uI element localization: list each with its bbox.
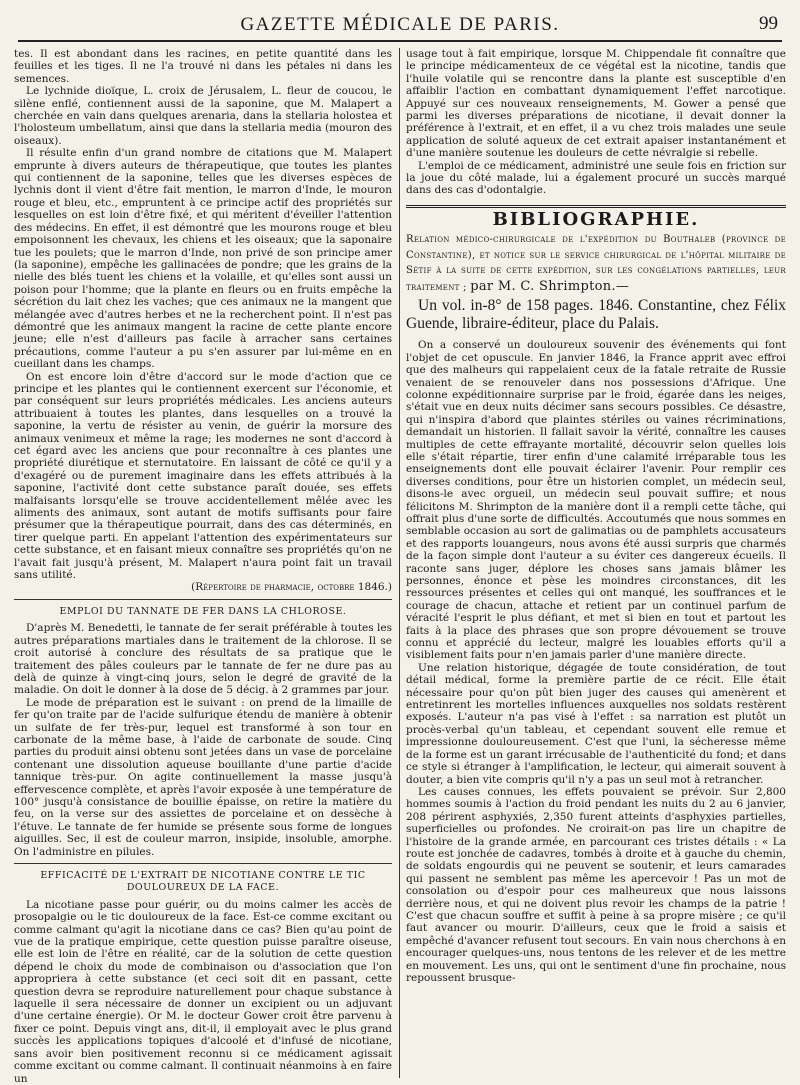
bibliography-heading — [406, 232, 786, 295]
paragraph: Le mode de préparation est le suivant : on prend de la limaille de fer qu'on traite par de l'acide sulfurique étendu de manière à obtenir un sulfate de fer très-pur, lequel est transformé à son tour en carbonate de la même base, à l'aide de carbonate de soude. Cinq parties du produit ainsi obtenu sont jetées dans un vase de porcelaine contenant une dissolution aqueuse bouillante d'une partie d'acide tannique très-pur. On agite continuellement la masse jusqu'à effervescence complète, et après l'avoir exposée à une température de 100° jusqu'à consistance de bouillie épaisse, on retire la matière du feu, on la verse sur des assiettes de porcelaine et on dessèche à l'étuve. Le tannate de fer humide se présente sous forme de longues aiguilles. Sec, il est de couleur marron, insipide, insoluble, amorphe. On l'administre en pilules. — [14, 696, 392, 858]
paragraph: La nicotiane passe pour guérir, ou du moins calmer les accès de prosopalgie ou le tic douloureux de la face. Est-ce comme excitant ou comme calmant qu'agit la nicotiane dans ce cas? Bien qu'au point de vue de la pratique empirique, cette question puisse paraître oiseuse, elle est loin de l'être en réalité, car de la solution de cette question dépend le choix du mode de combinaison ou d'association que l'on appropriera à cette substance (et ceci soit dit en passant, cette question devra se reproduire naturellement pour chaque substance à laquelle il sera nécessaire de donner un excipient ou un adjuvant d'une certaine énergie). Or M. le docteur Gower croit être parvenu à fixer ce point. Depuis vingt ans, dit-il, il employait avec le plus grand succès les applications topiques d'alcoolé et d'infusé de nicotiane, sans avoir bien positivement reconnu si ce médicament agissait comme excitant ou comme calmant. Il continuait néanmoins à en faire un — [14, 898, 392, 1085]
paragraph: Il résulte enfin d'un grand nombre de citations que M. Malapert emprunte à divers auteurs de thérapeutique, que toutes les plantes qui contiennent de la saponine, telles que les diverses espèces de lychnis dont il vient d'être fait mention, le marron d'Inde, le mouron rouge et bleu, etc., empruntent à ce principe actif des propriétés sur lesquelles on est loin d'être fixé, et qui méritent d'éveiller l'attention des médecins. En effet, il est démontré que les mourons rouge et bleu empoisonnent les chevaux, les chiens et les oiseaux; que la saponaire tue les poulets; que le marron d'Inde, non privé de son principe amer (la saponine), empêche les gallinacées de pondre; que les grains de la nielle des blés tuent les chiens et la volaille, et qu'elles sont aussi un poison pour l'homme; que la plante en fleurs ou en fruits empêche la sécrétion du lait chez les vaches; que ces animaux ne la mangent que mélangée avec d'autres herbes et ne la recherchent point. Il n'est pas démontré que les animaux mangent la racine de cette plante encore jeune; elle n'est d'ailleurs pas facile à arracher sans certaines précautions, comme l'auteur a pu s'en assurer par lui-même en en cueillant dans les champs. — [14, 147, 392, 371]
bibliography-title: BIBLIOGRAPHIE. — [492, 208, 700, 230]
right-column — [406, 48, 786, 1078]
paragraph: usage tout à fait empirique, lorsque M. Chippendale fit connaître que le principe médicamenteux de ce végétal est la nicotine, tandis que l'huile volatile qui se rencontre dans la plante est susceptible d'en affaiblir l'action en combattant dynamiquement l'effet narcotique. Appuyé sur ces nouveaux renseignements, M. Gower a pensé que parmi les diverses préparations de nicotiane, il devait donner la préférence à l'extrait, et en effet, il a vu chez trois malades une seule application de soluté aqueux de cet extrait apaiser instantanément et d'une manière soutenue les douleurs de cette névralgie si rebelle. — [406, 48, 786, 160]
book-author: par M. C. Shrimpton.— — [470, 278, 630, 294]
journal-title: GAZETTE MÉDICALE DE PARIS. — [240, 14, 560, 35]
paragraph: On a conservé un douloureux souvenir des événements qui font l'objet de cet opuscule. En janvier 1846, la France apprit avec effroi que des malheurs qui rappelaient ceux de la fatale retraite de Russie venaient de se renouveler dans nos possessions d'Afrique. Une colonne expéditionnaire surprise par le froid, égarée dans les neiges, s'était vue en deux nuits décimer sans secours possibles. Ce désastre, qui n'inspira d'abord que plaintes stériles ou vaines récriminations, demandait un historien. Il fallait savoir la vérité, connaître les causes multiples de cette effrayante mortalité, découvrir selon quelles lois elle s'était répartie, tirer enfin d'une calamité irréparable tous les enseignements dont elle pouvait éclairer l'avenir. Pour remplir ces diverses conditions, pour être un historien complet, un médecin seul, disons-le avec orgueil, un médecin seul pouvait suffire; et nous félicitons M. Shrimpton de la manière dont il a rempli cette tâche, qui offrait plus d'une sorte de difficultés. Accoutumés que nous sommes en semblable occasion au sort de galimatias ou de pamphlets accusateurs et des rapports louangeurs, nous avons été aussi surpris que charmés de la façon simple dont l'auteur a su éviter ces dangereux écueils. Il raconte sans juger, déplore les choses sans jamais blâmer les personnes, énonce et pèse les moindres circonstances, dit les ressources présentes et celles qui ont manqué, les souffrances et le courage de chacun, attache et retient par un continuel parfum de véracité l'esprit le plus défiant, et met si bien en tout et partout les faits à la place des phrases que son propre dévouement se trouve connu et apprécié du lecteur, malgré les louables efforts qu'il a visiblement faits pour n'en jamais parler d'une manière directe. — [406, 339, 786, 662]
section-divider — [14, 863, 392, 864]
bibliography-divider — [406, 205, 786, 208]
paragraph: L'emploi de ce médicament, administré une seule fois en friction sur la joue du côté malade, lui a également procuré un succès marqué dans des cas d'odontalgie. — [406, 159, 786, 197]
page-number: 99 — [759, 13, 778, 34]
paragraph: Le lychnide dioïque, L. croix de Jérusalem, L. fleur de coucou, le silène enflé, contiennent aussi de la saponine, que M. Malapert a cherchée en vain dans quelques arenaria, dans la stellaria holostea et l'holosteum umbellatum, ainsi que dans la stellaria media (mouron des oiseaux). — [14, 85, 392, 147]
section-title-tannate: EMPLOI DU TANNATE DE FER DANS LA CHLOROSE. — [59, 605, 347, 617]
paragraph: D'après M. Benedetti, le tannate de fer serait préférable à toutes les autres préparations martiales dans le traitement de la chlorose. Il se croit autorisé à conclure des résultats de sa pratique que le traitement des pâles couleurs par le tannate de fer ne dure pas au delà de quinze à vingt-cinq jours, selon le degré de gravité de la maladie. On doit le donner à la dose de 5 décig. à 2 grammes par jour. — [14, 622, 392, 697]
book-title: Relation médico-chirurgicale de l'expédition du Bouthaleb (province de Constantine), et notice sur le service chirurgical de l'hôpital militaire de Sétif à la suite de cette expédition, sur les congélations partielles, leur traitement ; — [406, 234, 786, 293]
section-title-nicotiane: EFFICACITÉ DE L'EXTRAIT DE NICOTIANE CONTRE LE TIC DOULOUREUX DE LA FACE. — [40, 870, 366, 894]
paragraph: Les causes connues, les effets pouvaient se prévoir. Sur 2,800 hommes soumis à l'action du froid pendant les nuits du 2 au 6 janvier, 208 périrent asphyxiés, 2,350 furent atteints d'asphyxies partielles, superficielles ou profondes. Ne croirait-on pas lire un chapitre de l'histoire de la grande armée, en parcourant ces tristes détails : « La route est jonchée de cadavres, tombés à droite et à gauche du chemin, de soldats engourdis qui ne peuvent se soutenir, et leurs camarades qui passent ne semblent pas même les apercevoir ! Pas un mot de consolation ou d'espoir pour ces malheureux que nous laissons derrière nous, et qui ne doivent plus revoir les champs de la patrie ! C'est que chacun souffre et suffit à peine à sa propre misère ; ce qu'il faut avancer ou mourir. D'ailleurs, ceux que le froid a saisis et empêché d'avancer refusent tout secours. En vain nous cherchons à en encourager quelques-uns, nous tentons de les relever et de les mettre en mouvement. Les uns, qui ont le sentiment d'une fin prochaine, nous repoussent brusque- — [406, 785, 786, 984]
source-reference: (Répertoire de pharmacie, octobre 1846.) — [191, 581, 392, 594]
paragraph: Une relation historique, dégagée de toute considération, de tout détail médical, forme la première partie de ce récit. Elle était nécessaire pour qu'on pût bien juger des causes qui amenèrent et entretinrent les mortelles influences auxquelles nos soldats restèrent exposés. L'auteur n'a pas visé à l'effet : sa narration est plutôt un procès-verbal qu'un tableau, et cependant souvent elle remue et impressionne douloureusement. C'est que l'uni, la sécheresse même de la forme est un garant irrécusable de l'authenticité du fond; et dans ce style si étranger à l'amplification, le lecteur, qui aimerait souvent à douter, a bien vite compris qu'il n'y a pas un seul mot à retrancher. — [406, 661, 786, 786]
paragraph: tes. Il est abondant dans les racines, en petite quantité dans les feuilles et les tiges. Il ne l'a trouvé ni dans les pétales ni dans les semences. — [14, 48, 392, 85]
column-rule — [399, 48, 400, 1078]
page-header — [18, 10, 782, 42]
book-publication-info: Un vol. in-8° de 158 pages. 1846. Constantine, chez Félix Guende, libraire-éditeur, place du Palais. — [406, 297, 786, 333]
left-column — [14, 48, 392, 1085]
paragraph: On est encore loin d'être d'accord sur le mode d'action que ce principe et les plantes qui le contiennent exercent sur l'économie, et par conséquent sur leurs propriétés médicales. Les anciens auteurs attribuaient à toutes les plantes, dans lesquelles on a trouvé la saponine, la vertu de résister au venin, de guérir la morsure des animaux venimeux et même la rage; les modernes ne sont d'accord à cet égard avec les anciens que pour reconnaître à ces plantes une propriété diurétique et sternutatoire. En laissant de côté ce qu'il y a d'exagéré ou de purement imaginaire dans les effets attribués à la saponine, l'activité dont cette substance paraît douée, ses effets malfaisants lorsqu'elle se trouve accidentellement mêlée avec les aliments des animaux, sont autant de motifs suffisants pour faire présumer que la thérapeutique pourrait, dans des cas déterminés, en tirer quelque parti. En appelant l'attention des expérimentateurs sur cette substance, et en faisant mieux connaître ses propriétés qu'on ne l'avait fait jusqu'à présent, M. Malapert n'aura point fait un travail sans utilité. — [14, 370, 392, 582]
section-divider — [14, 599, 392, 600]
